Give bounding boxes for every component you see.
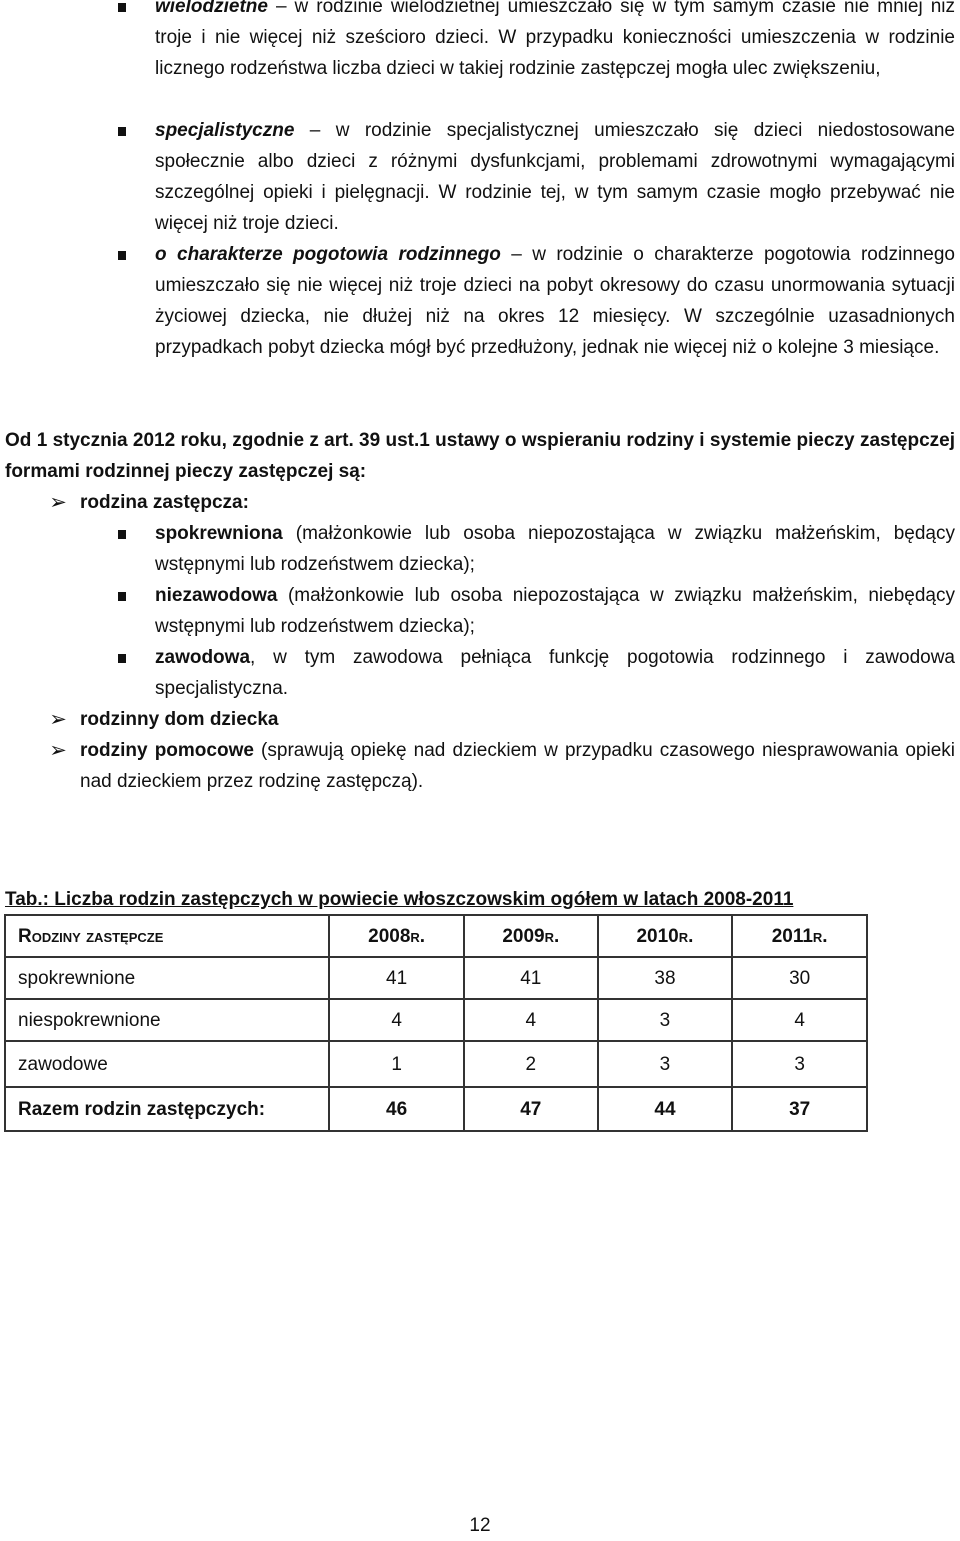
- square-bullet-icon: [118, 530, 126, 539]
- table-cell: 38: [598, 957, 733, 999]
- table-cell: 41: [464, 957, 598, 999]
- form-label: rodzina zastępcza:: [80, 492, 249, 513]
- sub-list: [155, 518, 955, 704]
- foster-families-table: [4, 914, 868, 1132]
- table-cell: 46: [329, 1087, 464, 1131]
- arrow-bullet-icon: ➢: [49, 491, 67, 514]
- column-header: Rodziny zastępcze: [5, 915, 329, 957]
- table-cell: 3: [598, 1041, 733, 1087]
- term-label: specjalistyczne: [155, 120, 295, 141]
- table-cell: spokrewnione: [5, 957, 329, 999]
- list-item: [155, 518, 955, 580]
- item-text: – w rodzinie wielodzietnej umieszczało się w tym samym czasie nie mniej niż troje i nie więcej niż sześcioro dzieci. W przypadku konieczności umieszczenia w rodzinie licznego rodzeństwa liczba dzieci w takiej rodzinie zastępczej mogła ulec zwiększeniu,: [155, 0, 955, 79]
- term-label: zawodowa: [155, 647, 251, 668]
- table-cell: 3: [598, 999, 733, 1041]
- table-row: [5, 1041, 867, 1087]
- table-cell: niespokrewnione: [5, 999, 329, 1041]
- page-number: 12: [469, 1515, 491, 1536]
- list-item: [155, 115, 955, 239]
- list-item: [155, 0, 955, 115]
- table-cell: Razem rodzin zastępczych:: [5, 1087, 329, 1131]
- table-row: [5, 999, 867, 1041]
- list-item: [155, 239, 955, 363]
- term-label: wielodzietne: [155, 0, 268, 17]
- list-item: [49, 487, 955, 518]
- item-text: (małżonkowie lub osoba niepozostająca w związku małżeńskim, niebędący wstępnymi lub rodzeństwem dziecka);: [155, 585, 955, 637]
- list-item: [155, 580, 955, 642]
- item-text: – w rodzinie o charakterze pogotowia rodzinnego umieszczało się nie więcej niż troje dzieci na pobyt okresowy do czasu unormowania sytuacji życiowej dziecka, nie dłużej niż na okres 12 miesięcy. W szczególnie uzasadnionych przypadkach pobyt dziecka mógł być przedłużony, jednak nie więcej niż o kolejne 3 miesiące.: [155, 244, 955, 358]
- bullet-list-family-types: [155, 0, 955, 363]
- column-header: 2010r.: [598, 915, 733, 957]
- table-cell: 47: [464, 1087, 598, 1131]
- square-bullet-icon: [118, 592, 126, 601]
- item-text: (sprawują opiekę nad dzieckiem w przypadku czasowego niesprawowania opieki nad dzieckiem przez rodzinę zastępczą).: [80, 740, 955, 792]
- table-cell: 37: [732, 1087, 867, 1131]
- table-row: [5, 957, 867, 999]
- table-cell: zawodowe: [5, 1041, 329, 1087]
- table-caption: Tab.: Liczba rodzin zastępczych w powiecie włoszczowskim ogółem w latach 2008-2011: [5, 889, 794, 910]
- table-header-row: [5, 915, 867, 957]
- list-item: [49, 704, 955, 735]
- table-cell: 2: [464, 1041, 598, 1087]
- square-bullet-icon: [118, 3, 126, 12]
- item-text: – w rodzinie specjalistycznej umieszczało się dzieci niedostosowane społecznie albo dzieci z różnymi dysfunkcjami, problemami zdrowotnymi wymagającymi szczególnej opieki i pielęgnacji. W rodzinie tej, w tym samym czasie mogło przebywać nie więcej niż troje dzieci.: [155, 120, 955, 234]
- table-cell: 4: [732, 999, 867, 1041]
- square-bullet-icon: [118, 251, 126, 260]
- list-item: [49, 735, 955, 797]
- forms-list: [49, 487, 955, 797]
- form-label: rodzinny dom dziecka: [80, 709, 279, 730]
- table-cell: 1: [329, 1041, 464, 1087]
- item-text: (małżonkowie lub osoba niepozostająca w związku małżeńskim, będący wstępnymi lub rodzeństwem dziecka);: [155, 523, 955, 575]
- intro-paragraph: Od 1 stycznia 2012 roku, zgodnie z art. 39 ust.1 ustawy o wspieraniu rodziny i systemie pieczy zastępczej formami rodzinnej pieczy zastępczej są:: [5, 430, 955, 482]
- table-cell: 41: [329, 957, 464, 999]
- term-label: niezawodowa: [155, 585, 278, 606]
- column-header: 2011r.: [732, 915, 867, 957]
- table-total-row: [5, 1087, 867, 1131]
- term-label: spokrewniona: [155, 523, 283, 544]
- arrow-bullet-icon: ➢: [49, 739, 67, 762]
- table-cell: 4: [464, 999, 598, 1041]
- list-item: [155, 642, 955, 704]
- term-label: o charakterze pogotowia rodzinnego: [155, 244, 501, 265]
- square-bullet-icon: [118, 127, 126, 136]
- column-header: 2008r.: [329, 915, 464, 957]
- table-cell: 44: [598, 1087, 733, 1131]
- square-bullet-icon: [118, 654, 126, 663]
- column-header: 2009r.: [464, 915, 598, 957]
- term-label: rodziny pomocowe: [80, 740, 254, 761]
- arrow-bullet-icon: ➢: [49, 708, 67, 731]
- table-cell: 30: [732, 957, 867, 999]
- table-cell: 4: [329, 999, 464, 1041]
- table-cell: 3: [732, 1041, 867, 1087]
- item-text: , w tym zawodowa pełniąca funkcję pogotowia rodzinnego i zawodowa specjalistyczna.: [155, 647, 955, 699]
